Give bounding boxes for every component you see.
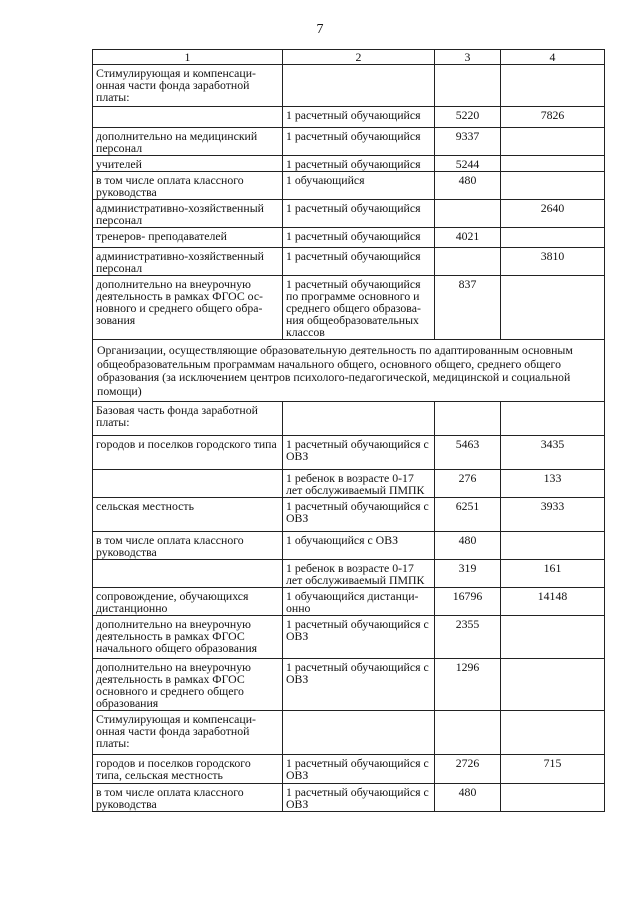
value-col4-cell <box>501 711 605 755</box>
value-col4-cell <box>501 156 605 172</box>
value-col4-cell <box>501 276 605 340</box>
category-cell: в том числе оплата классного руководства <box>93 172 283 200</box>
unit-cell: 1 ребенок в возрасте 0-17 лет обслуживаемый ПМПК <box>283 470 435 498</box>
table-row <box>93 659 605 711</box>
category-cell: городов и поселков городского типа <box>93 436 283 470</box>
unit-cell: 1 расчетный обучающийся по программе основного и среднего общего образова-ния общеобразовательных классов <box>283 276 435 340</box>
unit-cell: 1 обучающийся <box>283 172 435 200</box>
value-col3-cell: 480 <box>435 172 501 200</box>
value-col3-cell: 1296 <box>435 659 501 711</box>
table-row <box>93 200 605 228</box>
value-col3-cell <box>435 402 501 436</box>
column-header: 1 <box>93 50 283 65</box>
value-col3-cell: 4021 <box>435 228 501 248</box>
table-row <box>93 248 605 276</box>
category-cell: учителей <box>93 156 283 172</box>
header-row <box>93 50 605 65</box>
category-cell: административно-хозяйственный персонал <box>93 248 283 276</box>
unit-cell: 1 расчетный обучающийся с ОВЗ <box>283 616 435 659</box>
table-row <box>93 498 605 532</box>
value-col3-cell: 2726 <box>435 755 501 784</box>
category-cell: сопровождение, обучающихся дистанционно <box>93 588 283 616</box>
table-row <box>93 107 605 128</box>
value-col3-cell <box>435 200 501 228</box>
category-cell: административно-хозяйственный персонал <box>93 200 283 228</box>
unit-cell: 1 ребенок в возрасте 0-17 лет обслуживаемый ПМПК <box>283 560 435 588</box>
value-col3-cell <box>435 248 501 276</box>
table-row <box>93 560 605 588</box>
table-row <box>93 588 605 616</box>
category-cell: дополнительно на внеурочную деятельность в рамках ФГОС ос-новного и среднего общего обра-зования <box>93 276 283 340</box>
unit-cell: 1 расчетный обучающийся <box>283 128 435 156</box>
value-col3-cell: 5463 <box>435 436 501 470</box>
unit-cell: 1 расчетный обучающийся <box>283 156 435 172</box>
unit-cell: 1 расчетный обучающийся <box>283 107 435 128</box>
table-row <box>93 532 605 560</box>
value-col3-cell: 2355 <box>435 616 501 659</box>
table-row <box>93 616 605 659</box>
unit-cell: 1 расчетный обучающийся <box>283 200 435 228</box>
unit-cell: 1 расчетный обучающийся с ОВЗ <box>283 755 435 784</box>
value-col4-cell: 715 <box>501 755 605 784</box>
unit-cell: 1 расчетный обучающийся <box>283 248 435 276</box>
value-col4-cell: 14148 <box>501 588 605 616</box>
value-col3-cell: 319 <box>435 560 501 588</box>
section-heading-row <box>93 340 605 402</box>
category-cell: дополнительно на внеурочную деятельность в рамках ФГОС начального общего образования <box>93 616 283 659</box>
value-col3-cell <box>435 711 501 755</box>
value-col4-cell <box>501 659 605 711</box>
value-col4-cell <box>501 172 605 200</box>
column-header: 2 <box>283 50 435 65</box>
category-cell: в том числе оплата классного руководства <box>93 784 283 812</box>
value-col4-cell <box>501 128 605 156</box>
table-body <box>93 65 605 812</box>
unit-cell: 1 расчетный обучающийся <box>283 228 435 248</box>
value-col4-cell: 3435 <box>501 436 605 470</box>
table-row <box>93 755 605 784</box>
table-row <box>93 128 605 156</box>
value-col3-cell: 480 <box>435 784 501 812</box>
funding-table <box>92 49 605 812</box>
value-col4-cell <box>501 228 605 248</box>
value-col3-cell: 5244 <box>435 156 501 172</box>
category-cell: Базовая часть фонда заработной платы: <box>93 402 283 436</box>
value-col4-cell: 3810 <box>501 248 605 276</box>
category-cell: городов и поселков городского типа, сельская местность <box>93 755 283 784</box>
value-col4-cell <box>501 532 605 560</box>
category-cell: дополнительно на медицинский персонал <box>93 128 283 156</box>
category-cell <box>93 470 283 498</box>
unit-cell: 1 расчетный обучающийся с ОВЗ <box>283 436 435 470</box>
table-row <box>93 156 605 172</box>
value-col3-cell: 276 <box>435 470 501 498</box>
table-row <box>93 228 605 248</box>
value-col3-cell: 9337 <box>435 128 501 156</box>
value-col3-cell: 5220 <box>435 107 501 128</box>
unit-cell <box>283 711 435 755</box>
column-header: 3 <box>435 50 501 65</box>
unit-cell <box>283 402 435 436</box>
value-col3-cell: 837 <box>435 276 501 340</box>
unit-cell: 1 обучающийся дистанци-онно <box>283 588 435 616</box>
value-col4-cell: 2640 <box>501 200 605 228</box>
value-col4-cell: 161 <box>501 560 605 588</box>
column-header: 4 <box>501 50 605 65</box>
unit-cell <box>283 65 435 107</box>
table-row <box>93 784 605 812</box>
page-number: 7 <box>316 22 324 37</box>
value-col4-cell <box>501 784 605 812</box>
unit-cell: 1 расчетный обучающийся с ОВЗ <box>283 498 435 532</box>
value-col3-cell: 6251 <box>435 498 501 532</box>
unit-cell: 1 расчетный обучающийся с ОВЗ <box>283 784 435 812</box>
table-row <box>93 402 605 436</box>
table-row <box>93 711 605 755</box>
category-cell <box>93 560 283 588</box>
table-row <box>93 276 605 340</box>
category-cell <box>93 107 283 128</box>
table-row <box>93 436 605 470</box>
value-col4-cell: 133 <box>501 470 605 498</box>
section-heading: Организации, осуществляющие образовательную деятельность по адаптированным основным общеобразовательным программам начального общего, основного общего, среднего общего образования (за исключением центров психолого-педагогической, медицинской и социальной помощи) <box>93 340 605 402</box>
value-col4-cell <box>501 616 605 659</box>
category-cell: в том числе оплата классного руководства <box>93 532 283 560</box>
category-cell: Стимулирующая и компенсаци-онная части фонда заработной платы: <box>93 711 283 755</box>
value-col4-cell: 7826 <box>501 107 605 128</box>
value-col3-cell: 480 <box>435 532 501 560</box>
table-row <box>93 172 605 200</box>
category-cell: сельская местность <box>93 498 283 532</box>
value-col3-cell <box>435 65 501 107</box>
value-col4-cell <box>501 65 605 107</box>
unit-cell: 1 обучающийся с ОВЗ <box>283 532 435 560</box>
value-col3-cell: 16796 <box>435 588 501 616</box>
table-row <box>93 65 605 107</box>
value-col4-cell <box>501 402 605 436</box>
unit-cell: 1 расчетный обучающийся с ОВЗ <box>283 659 435 711</box>
category-cell: Стимулирующая и компенсаци-онная части фонда заработной платы: <box>93 65 283 107</box>
table-row <box>93 470 605 498</box>
category-cell: тренеров- преподавателей <box>93 228 283 248</box>
value-col4-cell: 3933 <box>501 498 605 532</box>
category-cell: дополнительно на внеурочную деятельность в рамках ФГОС основного и среднего общего образования <box>93 659 283 711</box>
